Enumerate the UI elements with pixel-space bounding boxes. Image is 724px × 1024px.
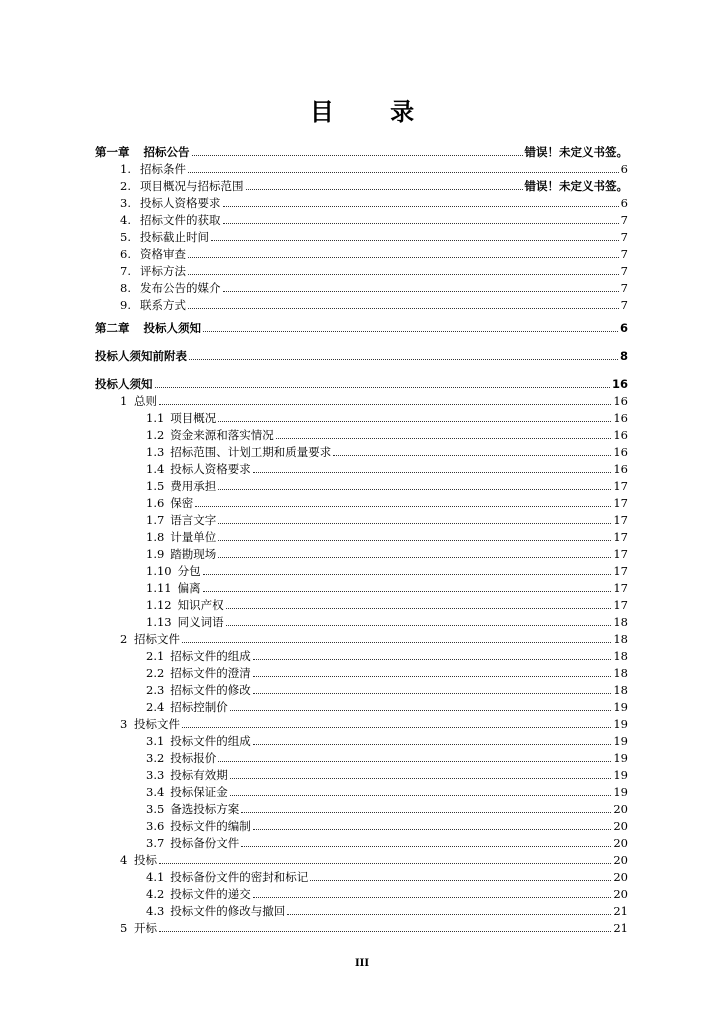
toc-entry-title: 开标 <box>134 921 157 935</box>
toc-entry[interactable] <box>120 211 628 227</box>
toc-entry-number: 1.9 <box>146 547 165 561</box>
toc-entry-page: 16 <box>611 377 628 391</box>
toc-entry-page: 20 <box>613 853 628 867</box>
toc-entry[interactable] <box>146 885 628 901</box>
toc-leader-dots <box>218 557 611 558</box>
toc-leader-dots <box>203 331 618 332</box>
toc-leader-dots <box>253 472 612 473</box>
toc-entry-number: 4.2 <box>146 887 165 901</box>
toc-entry-title: 分包 <box>177 564 201 578</box>
toc-entry-title: 资格审查 <box>140 247 186 261</box>
toc-leader-dots <box>203 591 612 592</box>
toc-entry-page: 19 <box>613 785 628 799</box>
toc-entry-title: 招标公告 <box>143 145 190 159</box>
toc-entry-number: 7. <box>120 264 131 278</box>
toc-leader-dots <box>253 744 612 745</box>
toc-leader-dots <box>218 540 611 541</box>
toc-entry-title: 投标文件 <box>134 717 180 731</box>
toc-entry[interactable] <box>120 296 628 312</box>
toc-leader-dots <box>226 608 612 609</box>
toc-leader-dots <box>230 710 612 711</box>
toc-entry-title: 投标截止时间 <box>140 230 209 244</box>
toc-entry-page: 16 <box>613 462 628 476</box>
toc-leader-dots <box>155 387 610 388</box>
toc-entry[interactable] <box>120 262 628 278</box>
toc-entry-title: 招标文件 <box>134 632 180 646</box>
toc-entry[interactable] <box>146 511 628 527</box>
toc-entry-title: 投标备份文件 <box>170 836 240 850</box>
toc-entry-number: 1.12 <box>146 598 172 612</box>
toc-entry[interactable] <box>146 749 628 765</box>
toc-entry-number: 5. <box>120 230 131 244</box>
toc-entry[interactable] <box>120 630 628 646</box>
toc-entry-title: 投标备份文件的密封和标记 <box>170 870 309 884</box>
toc-entry-page: 错误！未定义书签。 <box>524 179 628 193</box>
toc-entry-title: 招标文件的获取 <box>140 213 221 227</box>
toc-entry[interactable] <box>146 613 628 629</box>
toc-leader-dots <box>188 274 619 275</box>
toc-leader-dots <box>287 914 611 915</box>
toc-entry-page: 18 <box>613 683 628 697</box>
toc-entry-number: 4.3 <box>146 904 165 918</box>
toc-entry-title: 招标条件 <box>140 162 186 176</box>
toc-entry-number: 4 <box>120 853 128 867</box>
toc-entry-title: 投标人须知 <box>95 377 153 391</box>
toc-leader-dots <box>253 829 612 830</box>
toc-entry-number: 1.6 <box>146 496 165 510</box>
toc-entry[interactable] <box>120 228 628 244</box>
toc-leader-dots <box>203 574 612 575</box>
toc-entry-page: 19 <box>613 768 628 782</box>
toc-entry-title: 总则 <box>134 394 157 408</box>
toc-entry-title: 保密 <box>170 496 194 510</box>
toc-entry-number: 1.8 <box>146 530 165 544</box>
toc-leader-dots <box>211 240 619 241</box>
toc-entry[interactable] <box>146 426 628 442</box>
toc-entry[interactable] <box>146 579 628 595</box>
toc-entry-page: 6 <box>619 321 628 335</box>
toc-entry[interactable] <box>120 715 628 731</box>
toc-entry-title: 项目概况 <box>170 411 217 425</box>
toc-entry-number: 1.3 <box>146 445 165 459</box>
toc-entry-title: 计量单位 <box>170 530 217 544</box>
toc-entry-title: 费用承担 <box>170 479 217 493</box>
toc-entry-title: 联系方式 <box>140 298 186 312</box>
toc-entry[interactable] <box>146 681 628 697</box>
toc-entry-number: 2.1 <box>146 649 165 663</box>
toc-entry-title: 备选投标方案 <box>170 802 240 816</box>
toc-entry-title: 招标文件的组成 <box>170 649 251 663</box>
toc-leader-dots <box>189 359 618 360</box>
toc-entry-title: 偏离 <box>177 581 201 595</box>
toc-entry-number: 1.11 <box>146 581 172 595</box>
toc-entry-title: 招标控制价 <box>170 700 228 714</box>
toc-entry[interactable] <box>146 868 628 884</box>
toc-leader-dots <box>253 693 612 694</box>
toc-entry[interactable] <box>146 766 628 782</box>
toc-entry[interactable] <box>120 919 628 935</box>
toc-entry-title: 投标人资格要求 <box>170 462 251 476</box>
toc-entry-page: 7 <box>620 213 628 227</box>
toc-leader-dots <box>333 455 611 456</box>
toc-entry-page: 7 <box>620 264 628 278</box>
toc-entry-page: 16 <box>613 445 628 459</box>
toc-entry-number: 1.5 <box>146 479 165 493</box>
toc-entry-number: 8. <box>120 281 131 295</box>
toc-entry-number: 6. <box>120 247 131 261</box>
toc-entry-page: 7 <box>620 247 628 261</box>
toc-entry-title: 投标文件的编制 <box>170 819 251 833</box>
toc-entry-number: 第一章 <box>95 145 130 159</box>
toc-entry[interactable] <box>146 732 628 748</box>
toc-entry-number: 3. <box>120 196 131 210</box>
toc-entry-page: 17 <box>613 513 628 527</box>
toc-leader-dots <box>226 625 612 626</box>
toc-leader-dots <box>241 846 611 847</box>
toc-entry-page: 17 <box>613 547 628 561</box>
toc-leader-dots <box>253 676 612 677</box>
toc-leader-dots <box>218 523 611 524</box>
toc-entry-number: 1.7 <box>146 513 165 527</box>
toc-entry-number: 3.1 <box>146 734 165 748</box>
toc-leader-dots <box>218 489 611 490</box>
toc-entry[interactable] <box>120 245 628 261</box>
toc-entry-title: 踏勘现场 <box>170 547 217 561</box>
toc-entry-page: 18 <box>613 649 628 663</box>
toc-entry-number: 1. <box>120 162 131 176</box>
toc-entry-page: 17 <box>613 581 628 595</box>
toc-entry[interactable] <box>146 494 628 510</box>
toc-entry-page: 19 <box>613 717 628 731</box>
toc-leader-dots <box>253 897 612 898</box>
toc-entry-number: 2 <box>120 632 128 646</box>
toc-entry-page: 20 <box>613 836 628 850</box>
toc-entry[interactable] <box>95 143 628 159</box>
toc-entry-number: 2.2 <box>146 666 165 680</box>
toc-entry[interactable] <box>95 347 628 363</box>
toc-entry-page: 18 <box>613 666 628 680</box>
toc-entry-page: 18 <box>613 632 628 646</box>
toc-entry-number: 5 <box>120 921 128 935</box>
toc-leader-dots <box>230 778 612 779</box>
toc-entry-page: 7 <box>620 298 628 312</box>
toc-entry[interactable] <box>146 528 628 544</box>
toc-entry[interactable] <box>146 783 628 799</box>
toc-entry[interactable] <box>146 562 628 578</box>
toc-entry-page: 16 <box>613 394 628 408</box>
toc-entry-page: 7 <box>620 281 628 295</box>
toc-entry-number: 2.3 <box>146 683 165 697</box>
toc-entry[interactable] <box>120 177 628 193</box>
toc-entry[interactable] <box>146 664 628 680</box>
toc-entry-page: 6 <box>620 196 628 210</box>
toc-entry-number: 3 <box>120 717 128 731</box>
toc-entry-page: 16 <box>613 428 628 442</box>
toc-entry[interactable] <box>146 647 628 663</box>
toc-entry-title: 知识产权 <box>177 598 224 612</box>
toc-entry-number: 3.3 <box>146 768 165 782</box>
toc-entry-page: 21 <box>613 921 628 935</box>
toc-entry-number: 1.4 <box>146 462 165 476</box>
toc-entry-title: 发布公告的媒介 <box>140 281 221 295</box>
toc-entry-page: 17 <box>613 496 628 510</box>
toc-entry-page: 6 <box>620 162 628 176</box>
toc-entry-title: 投标文件的组成 <box>170 734 251 748</box>
toc-leader-dots <box>188 257 619 258</box>
toc-leader-dots <box>192 155 523 156</box>
toc-entry-number: 2. <box>120 179 131 193</box>
toc-entry-title: 评标方法 <box>140 264 186 278</box>
toc-leader-dots <box>218 421 611 422</box>
toc-entry-page: 17 <box>613 530 628 544</box>
toc-leader-dots <box>159 404 611 405</box>
toc-entry-title: 投标人资格要求 <box>140 196 221 210</box>
toc-entry[interactable] <box>146 834 628 850</box>
toc-entry-page: 19 <box>613 700 628 714</box>
toc-entry[interactable] <box>95 375 628 391</box>
toc-entry-number: 3.2 <box>146 751 165 765</box>
toc-entry-number: 3.7 <box>146 836 165 850</box>
toc-entry-title: 招标文件的修改 <box>170 683 251 697</box>
toc-entry-page: 17 <box>613 479 628 493</box>
toc-entry[interactable] <box>146 698 628 714</box>
toc-leader-dots <box>241 812 611 813</box>
toc-leader-dots <box>223 223 619 224</box>
toc-entry-number: 1.13 <box>146 615 172 629</box>
toc-entry[interactable] <box>146 902 628 918</box>
toc-entry[interactable] <box>95 319 628 335</box>
toc-entry-page: 16 <box>613 411 628 425</box>
toc-entry-title: 投标有效期 <box>170 768 228 782</box>
toc-entry[interactable] <box>146 545 628 561</box>
toc-entry-number: 第二章 <box>95 321 130 335</box>
toc-leader-dots <box>223 206 619 207</box>
toc-entry-number: 4. <box>120 213 131 227</box>
toc-entry[interactable] <box>146 596 628 612</box>
toc-leader-dots <box>218 761 611 762</box>
toc-entry-title: 投标报价 <box>170 751 217 765</box>
toc-entry-title: 投标文件的递交 <box>170 887 251 901</box>
toc-entry-page: 20 <box>613 887 628 901</box>
toc-entry-number: 3.6 <box>146 819 165 833</box>
toc-leader-dots <box>230 795 612 796</box>
toc-entry[interactable] <box>146 800 628 816</box>
toc-entry-title: 招标文件的澄清 <box>170 666 251 680</box>
toc-entry-number: 1.2 <box>146 428 165 442</box>
toc-entry-page: 17 <box>613 598 628 612</box>
toc-entry-page: 19 <box>613 751 628 765</box>
toc-entry-title: 项目概况与招标范围 <box>140 179 244 193</box>
toc-entry[interactable] <box>146 460 628 476</box>
toc-entry-title: 投标保证金 <box>170 785 228 799</box>
toc-leader-dots <box>159 863 611 864</box>
toc-leader-dots <box>188 308 619 309</box>
toc-entry[interactable] <box>146 817 628 833</box>
toc-entry-title: 语言文字 <box>170 513 217 527</box>
toc-leader-dots <box>188 172 619 173</box>
toc-entry-page: 19 <box>613 734 628 748</box>
toc-entry[interactable] <box>120 851 628 867</box>
toc-leader-dots <box>276 438 612 439</box>
toc-entry-title: 投标人须知前附表 <box>95 349 187 363</box>
toc-entry-number: 4.1 <box>146 870 165 884</box>
toc-entry-page: 21 <box>613 904 628 918</box>
toc-leader-dots <box>246 189 523 190</box>
toc-entry-number: 3.4 <box>146 785 165 799</box>
toc-entry[interactable] <box>120 279 628 295</box>
page-number-footer: III <box>354 958 370 969</box>
toc-entry-page: 7 <box>620 230 628 244</box>
toc-entry-title: 资金来源和落实情况 <box>170 428 274 442</box>
toc-entry-number: 3.5 <box>146 802 165 816</box>
toc-leader-dots <box>159 931 611 932</box>
toc-entry[interactable] <box>146 409 628 425</box>
toc-entry-title: 投标人须知 <box>143 321 201 335</box>
toc-leader-dots <box>182 642 611 643</box>
toc-entry-number: 1.10 <box>146 564 172 578</box>
toc-entry-title: 同义词语 <box>177 615 224 629</box>
toc-leader-dots <box>253 659 612 660</box>
toc-entry-page: 8 <box>619 349 628 363</box>
toc-leader-dots <box>195 506 611 507</box>
toc-entry-number: 2.4 <box>146 700 165 714</box>
toc-entry[interactable] <box>120 194 628 210</box>
toc-entry-title: 投标文件的修改与撤回 <box>170 904 286 918</box>
toc-title: 目 录 <box>309 97 439 126</box>
toc-leader-dots <box>223 291 619 292</box>
toc-entry-page: 18 <box>613 615 628 629</box>
toc-entry-title: 投标 <box>134 853 157 867</box>
toc-entry[interactable] <box>120 392 628 408</box>
toc-leader-dots <box>182 727 611 728</box>
toc-entry-page: 20 <box>613 802 628 816</box>
toc-entry-number: 1 <box>120 394 128 408</box>
toc-entry-page: 错误！未定义书签。 <box>524 145 628 159</box>
toc-leader-dots <box>310 880 611 881</box>
toc-entry-page: 20 <box>613 819 628 833</box>
toc-entry-number: 9. <box>120 298 131 312</box>
toc-entry-page: 20 <box>613 870 628 884</box>
toc-entry-page: 17 <box>613 564 628 578</box>
toc-entry[interactable] <box>146 477 628 493</box>
toc-entry[interactable] <box>120 160 628 176</box>
toc-entry-number: 1.1 <box>146 411 165 425</box>
toc-entry-title: 招标范围、计划工期和质量要求 <box>170 445 332 459</box>
toc-entry[interactable] <box>146 443 628 459</box>
